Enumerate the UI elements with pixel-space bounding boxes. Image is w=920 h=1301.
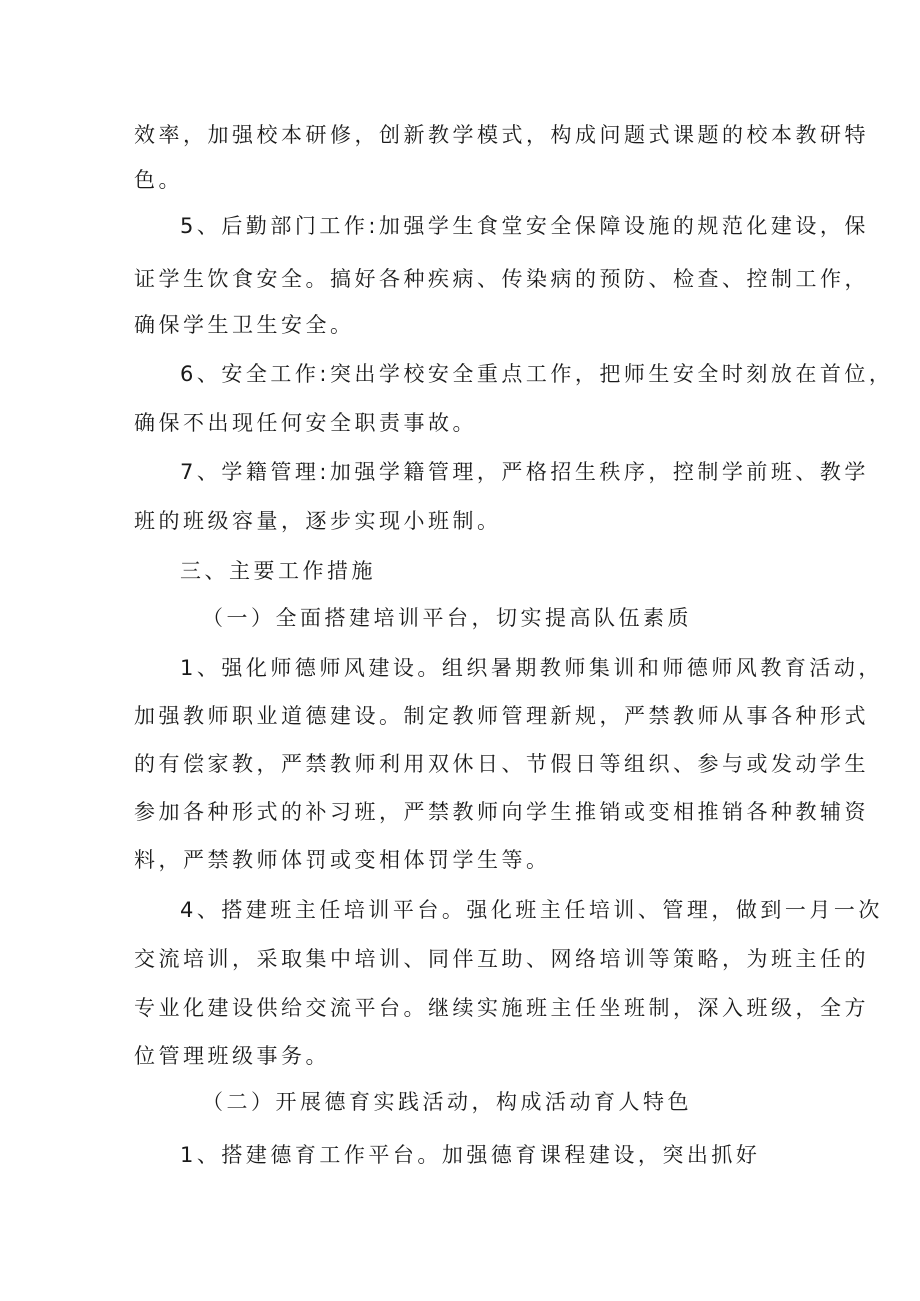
text-line: 加强教师职业道德建设。制定教师管理新规，严禁教师从事各种形式: [134, 704, 869, 728]
text-line: 确保不出现任何安全职责事故。: [134, 411, 477, 435]
text-line: 料，严禁教师体罚或变相体罚学生等。: [134, 848, 551, 872]
text-line: 效率，加强校本研修，创新教学模式，构成问题式课题的校本教研特: [134, 123, 869, 147]
text-line: 5、后勤部门工作:加强学生食堂安全保障设施的规范化建设，保: [180, 214, 869, 238]
text-line: 专业化建设供给交流平台。继续实施班主任坐班制，深入班级，全方: [134, 996, 869, 1020]
section-heading: 三、主要工作措施: [180, 559, 376, 583]
subsection-heading: （二）开展德育实践活动，构成活动育人特色: [202, 1090, 692, 1114]
text-line: 的有偿家教，严禁教师利用双休日、节假日等组织、参与或发动学生: [134, 752, 869, 776]
text-line: 确保学生卫生安全。: [134, 313, 355, 337]
subsection-heading: （一）全面搭建培训平台，切实提高队伍素质: [202, 606, 692, 630]
text-line: 参加各种形式的补习班，严禁教师向学生推销或变相推销各种教辅资: [134, 800, 869, 824]
text-line: 4、搭建班主任培训平台。强化班主任培训、管理，做到一月一次: [180, 898, 883, 922]
text-line: 位管理班级事务。: [134, 1044, 330, 1068]
text-line: 6、安全工作:突出学校安全重点工作，把师生安全时刻放在首位，: [180, 362, 894, 386]
text-line: 交流培训，采取集中培训、同伴互助、网络培训等策略，为班主任的: [134, 947, 869, 971]
text-line: 1、强化师德师风建设。组织暑期教师集训和师德师风教育活动，: [180, 656, 883, 680]
text-line: 班的班级容量，逐步实现小班制。: [134, 509, 502, 533]
text-line: 1、搭建德育工作平台。加强德育课程建设，突出抓好: [180, 1143, 761, 1167]
text-line: 证学生饮食安全。搞好各种疾病、传染病的预防、检查、控制工作，: [134, 267, 869, 291]
text-line: 色。: [134, 168, 183, 192]
text-line: 7、学籍管理:加强学籍管理，严格招生秩序，控制学前班、教学: [180, 460, 869, 484]
